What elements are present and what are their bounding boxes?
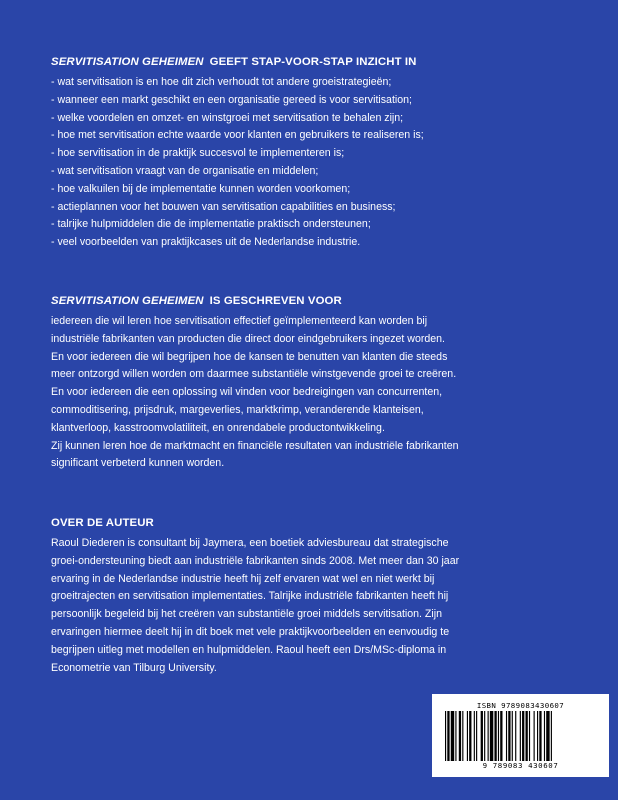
section-auteur [51, 516, 581, 677]
barcode-bar [451, 711, 454, 761]
barcode-bars [443, 711, 598, 761]
barcode-bar [544, 711, 545, 761]
isbn-barcode [432, 694, 609, 777]
barcode-bar [481, 711, 483, 761]
barcode-bar [484, 711, 485, 761]
section-inzicht-heading [51, 55, 581, 70]
barcode-bar [490, 711, 493, 761]
paragraph-line: begrijpen uitleg met modellen en hulpmiddelen. Raoul heeft een Drs/MSc-diploma in [51, 643, 447, 656]
heading-rest: GEEFT STAP-VOOR-STAP INZICHT IN [209, 56, 417, 68]
barcode-bar [520, 711, 521, 761]
barcode-digits: 9 789083 430607 [482, 761, 559, 770]
paragraph-line: ervaringen hiermee deelt hij in dit boek met vele praktijkvoorbeelden en eenvoudig te [51, 625, 450, 638]
isbn-label: ISBN 9789083430607 [476, 701, 565, 710]
section-auteur-heading: OVER DE AUTEUR [51, 517, 154, 529]
list-item: - welke voordelen en omzet- en winstgroei met servitisation te behalen zijn; [51, 111, 404, 124]
section-doelgroep [51, 294, 581, 473]
paragraph-line: En voor iedereen die wil begrijpen hoe de kansen te benutten van klanten die steeds [51, 350, 448, 363]
book-title-italic: SERVITISATION GEHEIMEN [51, 295, 204, 307]
paragraph-line: ervaring in de Nederlandse industrie heeft hij zelf ervaren wat wel en niet werkt bij [51, 572, 435, 585]
list-item: - actieplannen voor het bouwen van servitisation capabilities en business; [51, 200, 396, 213]
barcode-bar [515, 711, 516, 761]
section-inzicht [51, 55, 581, 252]
list-item: - wanneer een markt geschikt en een organisatie gereed is voor servitisation; [51, 93, 412, 106]
heading-rest: IS GESCHREVEN VOOR [209, 295, 342, 307]
list-item: - hoe valkuilen bij de implementatie kunnen worden voorkomen; [51, 182, 351, 195]
paragraph-line: significant verbeterd kunnen worden. [51, 457, 225, 470]
barcode-bar [539, 711, 541, 761]
barcode-bar [447, 711, 449, 761]
barcode-bar [546, 711, 549, 761]
bullet-list [51, 74, 581, 252]
barcode-bar [508, 711, 510, 761]
barcode-bar [512, 711, 513, 761]
paragraph-line: industriële fabrikanten van producten die direct door eindgebruikers ingezet worden. [51, 332, 445, 345]
barcode-bar [522, 711, 524, 761]
paragraph-line: klantverloop, kasstroomvolatiliteit, en onrendabele productontwikkeling. [51, 421, 385, 434]
barcode-bar [506, 711, 507, 761]
barcode-bar [551, 711, 552, 761]
barcode-bar [469, 711, 471, 761]
list-item: - veel voorbeelden van praktijkcases uit de Nederlandse industrie. [51, 236, 361, 249]
barcode-bar [494, 711, 496, 761]
paragraph-line: commoditisering, prijsdruk, margeverlies, marktkrimp, veranderende klanteisen, [51, 403, 424, 416]
paragraph-line: meer ontzorgd willen worden om daarmee substantiële winstgevende groei te creëren. [51, 368, 457, 381]
barcode-bar [529, 711, 530, 761]
paragraph-line: Econometrie van Tilburg University. [51, 661, 217, 674]
list-item: - hoe met servitisation echte waarde voor klanten en gebruikers te realiseren is; [51, 129, 424, 142]
barcode-bar [526, 711, 528, 761]
book-title-italic: SERVITISATION GEHEIMEN [51, 56, 204, 68]
paragraph-line: Zij kunnen leren hoe de marktmacht en financiële resultaten van industriële fabrikanten [51, 439, 459, 452]
paragraph-line: groeitrajecten en servitisation implementaties. Talrijke industriële fabrikanten heeft hij [51, 590, 449, 603]
list-item: - wat servitisation vraagt van de organisatie en middelen; [51, 164, 319, 177]
barcode-bar [537, 711, 538, 761]
barcode-bar [474, 711, 475, 761]
barcode-bar [500, 711, 502, 761]
paragraph-line: Raoul Diederen is consultant bij Jaymera, een boetiek adviesbureau dat strategische [51, 537, 449, 549]
list-item: - hoe servitisation in de praktijk succesvol te implementeren is; [51, 147, 345, 160]
barcode-bar [445, 711, 446, 761]
paragraph-line: En voor iedereen die een oplossing wil vinden voor bedreigingen van concurrenten, [51, 386, 443, 399]
barcode-bar [455, 711, 456, 761]
section-doelgroep-heading [51, 294, 581, 309]
list-item: - talrijke hulpmiddelen die de implementatie praktisch ondersteunen; [51, 218, 371, 231]
barcode-bar [534, 711, 535, 761]
paragraph-line: groei-ondersteuning biedt aan industriële fabrikanten sinds 2008. Met meer dan 30 jaar [51, 554, 460, 567]
paragraph-line: persoonlijk begeleid bij het creëren van substantiële groei middels servitisation. Zijn [51, 608, 443, 621]
barcode-bar [462, 711, 463, 761]
barcode-bar [459, 711, 461, 761]
barcode-bar [488, 711, 489, 761]
list-item: - wat servitisation is en hoe dit zich verhoudt tot andere groeistrategieën; [51, 76, 392, 88]
barcode-bar [498, 711, 499, 761]
paragraph-line: iedereen die wil leren hoe servitisation effectief geïmplementeerd kan worden bij [51, 315, 428, 327]
barcode-bar [467, 711, 468, 761]
barcode-bar [476, 711, 477, 761]
